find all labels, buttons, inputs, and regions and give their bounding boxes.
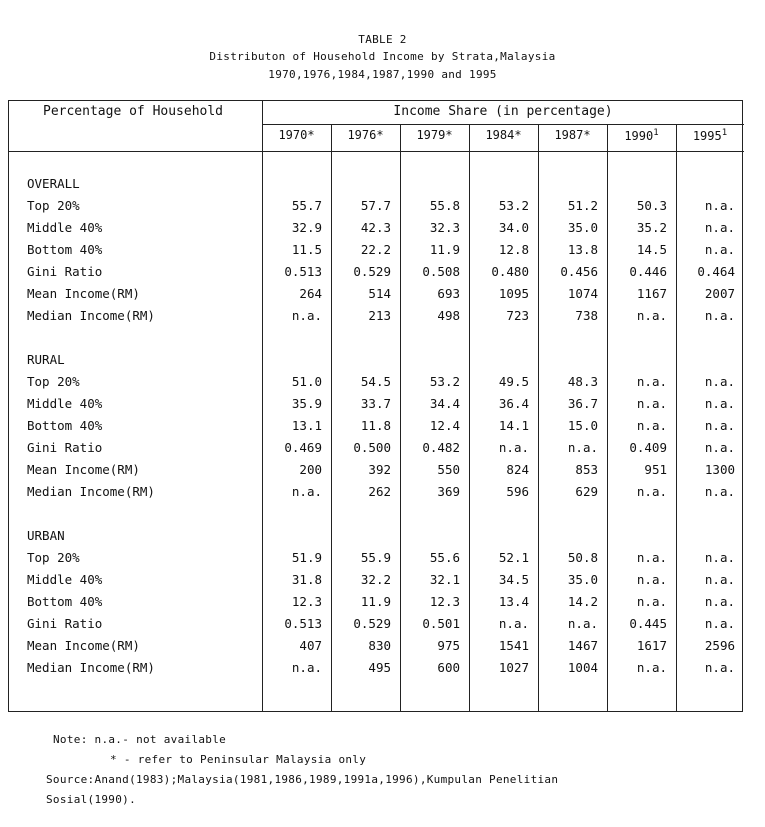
table-cell: n.a.: [636, 550, 667, 565]
row-label: Middle 40%: [27, 396, 103, 411]
table-cell: 11.9: [429, 242, 460, 257]
table-row: [0, 572, 765, 592]
table-cell: 33.7: [360, 396, 391, 411]
table-cell: 1074: [567, 286, 598, 301]
table-cell: 0.513: [284, 264, 322, 279]
table-cell: n.a.: [704, 242, 735, 257]
table-cell: 369: [437, 484, 460, 499]
table-cell: 975: [437, 638, 460, 653]
table-cell: 32.3: [429, 220, 460, 235]
row-header: Percentage of Household: [43, 104, 224, 119]
year-header: [607, 128, 676, 143]
table-cell: 34.4: [429, 396, 460, 411]
table-cell: 200: [299, 462, 322, 477]
table-cell: 0.513: [284, 616, 322, 631]
table-cell: 55.9: [360, 550, 391, 565]
table-cell: 830: [368, 638, 391, 653]
table-cell: n.a.: [636, 660, 667, 675]
group-header: Income Share (in percentage): [393, 104, 613, 119]
table-cell: 48.3: [567, 374, 598, 389]
table-cell: 11.8: [360, 418, 391, 433]
table-cell: 0.469: [284, 440, 322, 455]
table-cell: n.a.: [636, 594, 667, 609]
table-cell: 1004: [567, 660, 598, 675]
table-cell: 35.2: [636, 220, 667, 235]
row-label: Gini Ratio: [27, 440, 103, 455]
table-cell: 392: [368, 462, 391, 477]
table-row: [0, 198, 765, 218]
table-row: [0, 462, 765, 482]
row-label: Median Income(RM): [27, 484, 155, 499]
table-cell: n.a.: [498, 440, 529, 455]
table-cell: 853: [575, 462, 598, 477]
table-cell: 34.0: [498, 220, 529, 235]
table-cell: 54.5: [360, 374, 391, 389]
table-cell: 596: [506, 484, 529, 499]
table-cell: 723: [506, 308, 529, 323]
table-cell: 1027: [498, 660, 529, 675]
table-cell: 12.3: [291, 594, 322, 609]
table-cell: 12.3: [429, 594, 460, 609]
table-cell: 824: [506, 462, 529, 477]
table-cell: n.a.: [704, 374, 735, 389]
table-cell: n.a.: [567, 616, 598, 631]
header-bottom-rule: [8, 151, 744, 152]
table-cell: 12.8: [498, 242, 529, 257]
table-cell: 693: [437, 286, 460, 301]
table-cell: 213: [368, 308, 391, 323]
note-na: Note: n.a.- not available: [53, 733, 227, 746]
row-label: Bottom 40%: [27, 418, 103, 433]
table-cell: 12.4: [429, 418, 460, 433]
table-row: [0, 242, 765, 262]
table-cell: 514: [368, 286, 391, 301]
table-cell: n.a.: [291, 660, 322, 675]
table-cell: n.a.: [704, 594, 735, 609]
year-label: 1984*: [485, 128, 522, 142]
table-row: [0, 616, 765, 636]
table-cell: 57.7: [360, 198, 391, 213]
table-row: [0, 374, 765, 394]
table-cell: 0.456: [560, 264, 598, 279]
year-label: 1995: [692, 129, 722, 143]
year-header: [676, 128, 744, 143]
table-row: [0, 594, 765, 614]
table-cell: 32.1: [429, 572, 460, 587]
year-label: 1970*: [278, 128, 315, 142]
year-footnote-mark: 1: [653, 128, 659, 138]
table-title: Distributon of Household Income by Strata,Malaysia: [209, 50, 556, 63]
row-label: Median Income(RM): [27, 660, 155, 675]
section-heading: [0, 352, 765, 372]
table-cell: 262: [368, 484, 391, 499]
table-cell: 13.1: [291, 418, 322, 433]
table-cell: 51.0: [291, 374, 322, 389]
row-label: Bottom 40%: [27, 594, 103, 609]
table-years-line: 1970,1976,1984,1987,1990 and 1995: [268, 68, 497, 81]
table-cell: 0.409: [629, 440, 667, 455]
table-row: [0, 308, 765, 328]
table-cell: 22.2: [360, 242, 391, 257]
table-cell: 738: [575, 308, 598, 323]
table-cell: 600: [437, 660, 460, 675]
table-cell: n.a.: [291, 484, 322, 499]
table-cell: n.a.: [704, 572, 735, 587]
table-cell: 11.5: [291, 242, 322, 257]
row-label: Mean Income(RM): [27, 286, 140, 301]
table-cell: 1300: [704, 462, 735, 477]
row-label: Middle 40%: [27, 220, 103, 235]
table-cell: 2596: [704, 638, 735, 653]
table-cell: 42.3: [360, 220, 391, 235]
table-cell: n.a.: [704, 616, 735, 631]
year-footnote-mark: 1: [721, 128, 728, 138]
table-cell: 51.9: [291, 550, 322, 565]
table-cell: n.a.: [704, 484, 735, 499]
table-cell: 2007: [704, 286, 735, 301]
row-label: Gini Ratio: [27, 264, 103, 279]
year-label: 1987*: [554, 128, 591, 142]
table-cell: 15.0: [567, 418, 598, 433]
table-row: [0, 396, 765, 416]
table-cell: 51.2: [567, 198, 598, 213]
table-cell: 264: [299, 286, 322, 301]
row-label: Bottom 40%: [27, 242, 103, 257]
table-cell: 407: [299, 638, 322, 653]
table-cell: 0.508: [422, 264, 460, 279]
table-cell: 495: [368, 660, 391, 675]
table-cell: 0.445: [629, 616, 667, 631]
section-label: URBAN: [27, 528, 65, 543]
table-cell: 36.7: [567, 396, 598, 411]
table-cell: 35.0: [567, 572, 598, 587]
table-cell: n.a.: [704, 550, 735, 565]
table-cell: n.a.: [636, 308, 667, 323]
table-cell: 49.5: [498, 374, 529, 389]
table-cell: 53.2: [498, 198, 529, 213]
note-asterisk: * - refer to Peninsular Malaysia only: [110, 753, 367, 766]
table-cell: 1541: [498, 638, 529, 653]
table-row: [0, 264, 765, 284]
table-cell: 35.0: [567, 220, 598, 235]
table-cell: 55.7: [291, 198, 322, 213]
table-cell: 0.480: [491, 264, 529, 279]
table-cell: 34.5: [498, 572, 529, 587]
table-cell: 50.3: [636, 198, 667, 213]
table-cell: n.a.: [636, 418, 667, 433]
table-cell: n.a.: [636, 484, 667, 499]
table-row: [0, 440, 765, 460]
table-row: [0, 660, 765, 680]
table-cell: 14.2: [567, 594, 598, 609]
table-cell: n.a.: [498, 616, 529, 631]
table-cell: 13.4: [498, 594, 529, 609]
table-cell: 550: [437, 462, 460, 477]
table-cell: 11.9: [360, 594, 391, 609]
table-row: [0, 286, 765, 306]
table-cell: 55.8: [429, 198, 460, 213]
table-cell: n.a.: [704, 660, 735, 675]
year-header: [400, 128, 469, 142]
table-cell: 52.1: [498, 550, 529, 565]
table-cell: 1617: [636, 638, 667, 653]
table-cell: 0.482: [422, 440, 460, 455]
table-number: TABLE 2: [358, 33, 407, 46]
row-label: Top 20%: [27, 198, 80, 213]
row-label: Gini Ratio: [27, 616, 103, 631]
table-row: [0, 638, 765, 658]
table-cell: n.a.: [704, 440, 735, 455]
table-cell: n.a.: [704, 418, 735, 433]
table-cell: 498: [437, 308, 460, 323]
table-cell: 0.464: [697, 264, 735, 279]
table-cell: 0.446: [629, 264, 667, 279]
table-cell: n.a.: [704, 396, 735, 411]
source-line-2: Sosial(1990).: [46, 793, 136, 806]
table-cell: 32.9: [291, 220, 322, 235]
table-cell: 35.9: [291, 396, 322, 411]
row-label: Top 20%: [27, 550, 80, 565]
table-cell: n.a.: [567, 440, 598, 455]
table-row: [0, 550, 765, 570]
year-header: [538, 128, 607, 142]
table-cell: n.a.: [636, 374, 667, 389]
table-cell: 0.529: [353, 616, 391, 631]
table-row: [0, 220, 765, 240]
section-label: OVERALL: [27, 176, 80, 191]
row-label: Mean Income(RM): [27, 638, 140, 653]
table-cell: n.a.: [704, 198, 735, 213]
year-label: 1976*: [347, 128, 384, 142]
table-cell: 50.8: [567, 550, 598, 565]
year-header: [262, 128, 331, 142]
table-cell: 1095: [498, 286, 529, 301]
source-line-1: Source:Anand(1983);Malaysia(1981,1986,1989,1991a,1996),Kumpulan Penelitian: [46, 773, 559, 786]
table-cell: 14.1: [498, 418, 529, 433]
table-cell: 53.2: [429, 374, 460, 389]
table-cell: 1167: [636, 286, 667, 301]
table-cell: 0.529: [353, 264, 391, 279]
table-cell: 31.8: [291, 572, 322, 587]
table-cell: 951: [644, 462, 667, 477]
row-label: Mean Income(RM): [27, 462, 140, 477]
table-cell: 629: [575, 484, 598, 499]
table-cell: 55.6: [429, 550, 460, 565]
table-cell: n.a.: [704, 308, 735, 323]
section-heading: [0, 176, 765, 196]
year-label: 1990: [624, 129, 654, 143]
year-header: [469, 128, 538, 142]
year-header: [331, 128, 400, 142]
row-label: Top 20%: [27, 374, 80, 389]
section-label: RURAL: [27, 352, 65, 367]
table-cell: n.a.: [636, 396, 667, 411]
table-cell: 0.500: [353, 440, 391, 455]
year-label: 1979*: [416, 128, 453, 142]
table-cell: 1467: [567, 638, 598, 653]
table-cell: n.a.: [636, 572, 667, 587]
table-row: [0, 484, 765, 504]
table-cell: 13.8: [567, 242, 598, 257]
row-label: Middle 40%: [27, 572, 103, 587]
section-heading: [0, 528, 765, 548]
table-cell: 36.4: [498, 396, 529, 411]
table-cell: 0.501: [422, 616, 460, 631]
row-label: Median Income(RM): [27, 308, 155, 323]
table-cell: n.a.: [291, 308, 322, 323]
header-rule: [262, 124, 744, 125]
table-cell: n.a.: [704, 220, 735, 235]
table-cell: 32.2: [360, 572, 391, 587]
table-row: [0, 418, 765, 438]
table-cell: 14.5: [636, 242, 667, 257]
